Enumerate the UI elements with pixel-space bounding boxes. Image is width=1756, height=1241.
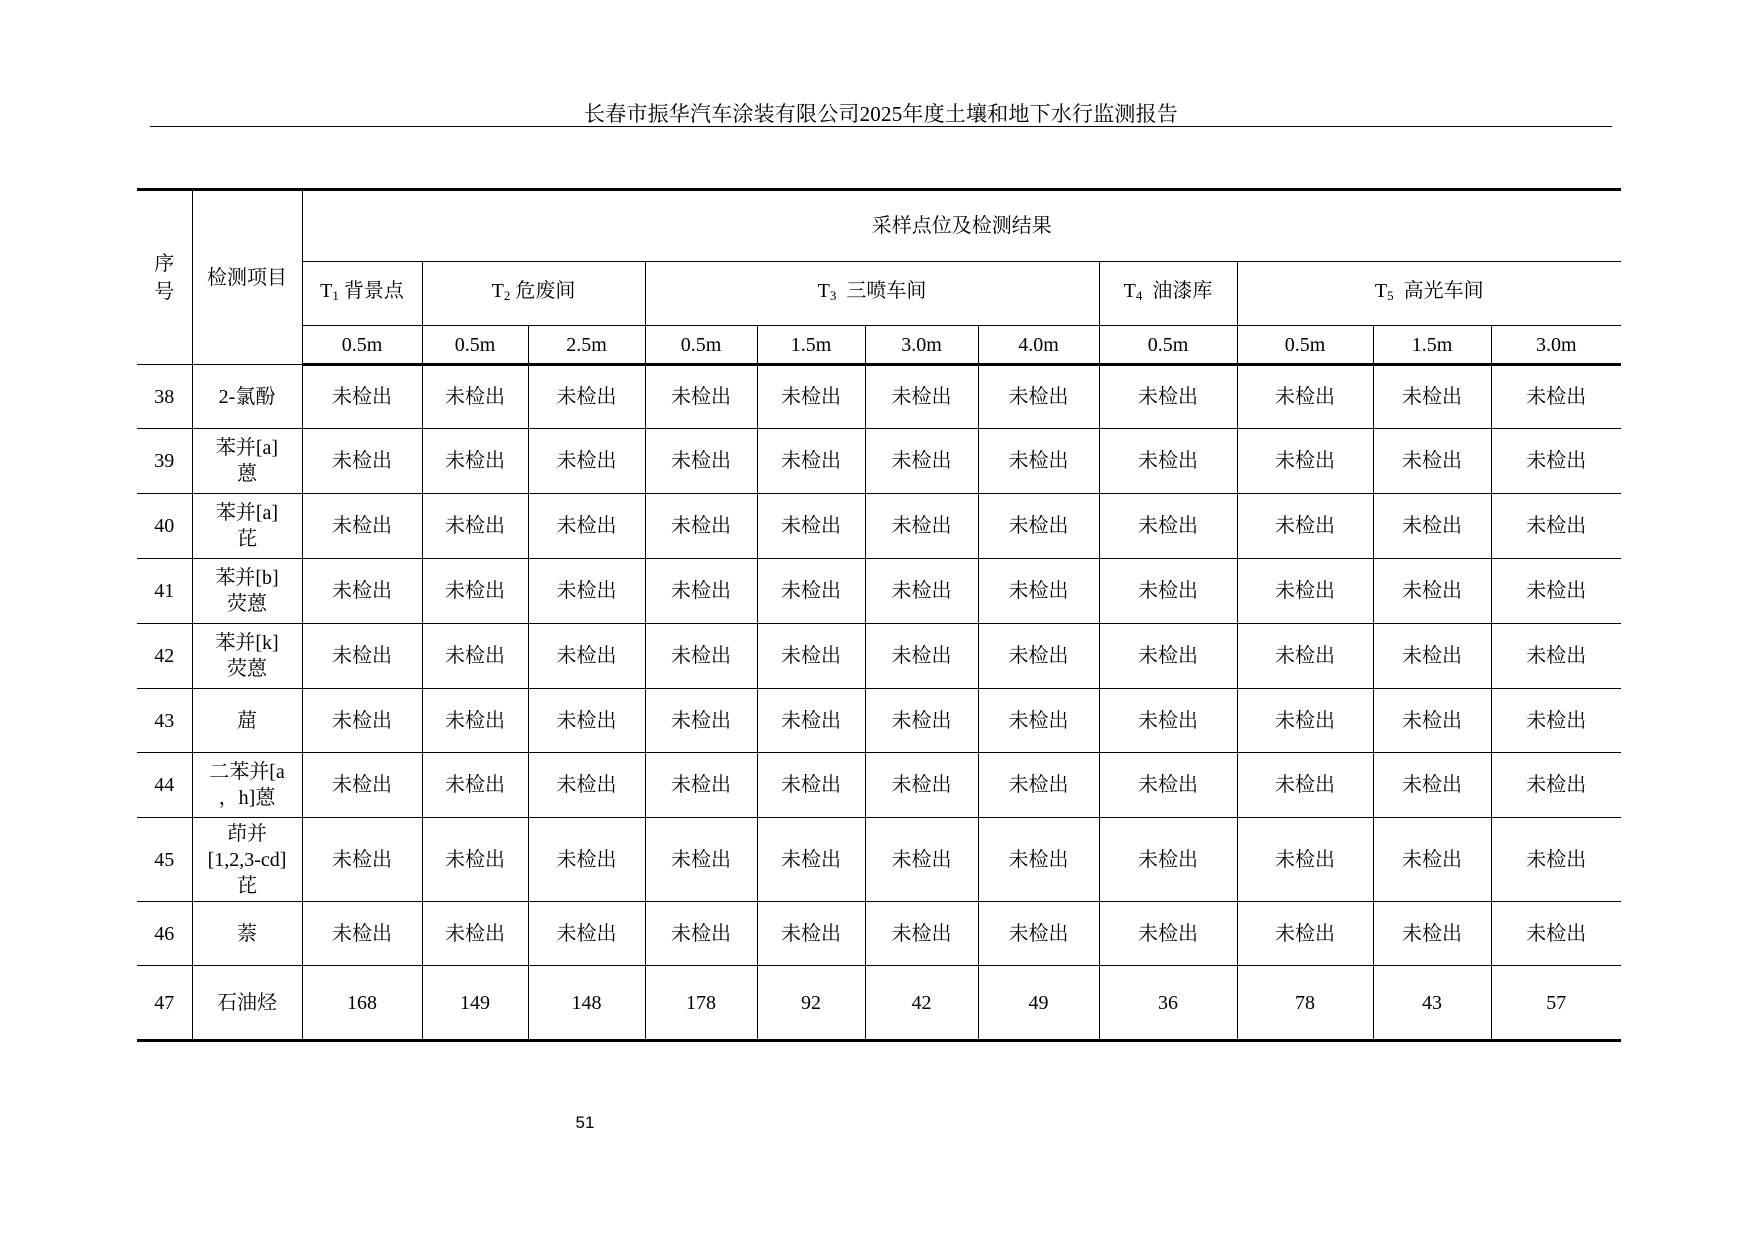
result-cell: 未检出: [978, 753, 1099, 818]
site-header-t4: $T_4$ 油漆库: [1099, 262, 1237, 326]
result-cell: 未检出: [1237, 365, 1373, 429]
result-cell: 未检出: [528, 559, 645, 624]
result-cell: 未检出: [1373, 624, 1491, 689]
result-cell: 未检出: [302, 559, 422, 624]
result-cell: 未检出: [1099, 753, 1237, 818]
result-cell: 未检出: [645, 689, 757, 753]
row-item-line: 苯并[k]: [215, 632, 279, 654]
header-divider: [150, 126, 1612, 127]
result-cell: 未检出: [422, 494, 528, 559]
row-item: [192, 818, 302, 902]
table-row: [137, 429, 1621, 494]
result-cell: 未检出: [528, 365, 645, 429]
seq-header: 序号: [137, 190, 192, 365]
row-item-line: 石油烃: [217, 991, 277, 1014]
result-cell: 未检出: [1237, 753, 1373, 818]
group-header: 采样点位及检测结果: [302, 190, 1621, 262]
result-cell: 未检出: [645, 559, 757, 624]
result-cell: 未检出: [1491, 753, 1621, 818]
item-header: 检测项目: [192, 190, 302, 365]
result-cell: 未检出: [422, 902, 528, 966]
result-cell: 未检出: [1373, 689, 1491, 753]
result-cell: 未检出: [865, 689, 978, 753]
site-header-t2: $T_2$ 危废间: [422, 262, 645, 326]
result-cell: 未检出: [865, 818, 978, 902]
result-cell: 未检出: [528, 902, 645, 966]
row-item-line: 荧蒽: [227, 658, 267, 680]
table-row: [137, 753, 1621, 818]
result-cell: 未检出: [302, 624, 422, 689]
row-item-line: 萘: [237, 922, 257, 945]
depth-header: 0.5m: [1237, 326, 1373, 365]
row-item-line: [1,2,3-cd]: [207, 848, 287, 871]
result-cell: 未检出: [1491, 624, 1621, 689]
result-cell: 未检出: [1491, 365, 1621, 429]
table-row: [137, 494, 1621, 559]
row-item: [192, 689, 302, 753]
result-cell: 未检出: [865, 429, 978, 494]
page-header-title: 长春市振华汽车涂装有限公司2025年度土壤和地下水行监测报告: [584, 102, 1178, 126]
row-seq: 39: [137, 429, 192, 494]
result-cell: 未检出: [865, 624, 978, 689]
depth-header: 3.0m: [1491, 326, 1621, 365]
row-item-line: 苯并[b]: [215, 567, 279, 589]
result-cell: 未检出: [1237, 429, 1373, 494]
table-row: [137, 365, 1621, 429]
result-cell: 未检出: [528, 689, 645, 753]
result-cell: 未检出: [865, 902, 978, 966]
result-cell: 未检出: [302, 494, 422, 559]
result-cell: 未检出: [1099, 559, 1237, 624]
row-seq: 41: [137, 559, 192, 624]
result-cell: 未检出: [1373, 429, 1491, 494]
depth-header: 0.5m: [422, 326, 528, 365]
result-cell: 未检出: [1099, 624, 1237, 689]
result-cell: 未检出: [1373, 753, 1491, 818]
site-header-t5: $T_5$ 高光车间: [1237, 262, 1621, 326]
result-cell: 未检出: [757, 429, 865, 494]
result-cell: 未检出: [1373, 902, 1491, 966]
depth-header: 0.5m: [645, 326, 757, 365]
result-cell: 未检出: [757, 559, 865, 624]
result-cell: 78: [1237, 966, 1373, 1041]
result-cell: 未检出: [978, 624, 1099, 689]
result-cell: 49: [978, 966, 1099, 1041]
row-item: [192, 624, 302, 689]
row-seq: 42: [137, 624, 192, 689]
table-row: [137, 818, 1621, 902]
result-cell: 未检出: [1491, 818, 1621, 902]
result-cell: 未检出: [528, 624, 645, 689]
result-cell: 未检出: [645, 429, 757, 494]
row-item-line: 2-氯酚: [218, 385, 276, 408]
result-cell: 未检出: [757, 689, 865, 753]
result-cell: 未检出: [1373, 818, 1491, 902]
result-cell: 未检出: [865, 365, 978, 429]
row-item-line: 荧蒽: [227, 593, 267, 615]
depth-header: 1.5m: [1373, 326, 1491, 365]
table-row: [137, 559, 1621, 624]
row-item: [192, 494, 302, 559]
row-seq: 38: [137, 365, 192, 429]
result-cell: 未检出: [302, 429, 422, 494]
row-item: [192, 753, 302, 818]
result-cell: 36: [1099, 966, 1237, 1041]
result-cell: 未检出: [865, 753, 978, 818]
result-cell: 未检出: [528, 494, 645, 559]
row-item-line: ，h]蒽: [218, 787, 276, 809]
result-cell: 未检出: [757, 818, 865, 902]
result-cell: 未检出: [528, 753, 645, 818]
result-cell: 149: [422, 966, 528, 1041]
site-header-t1: $T_1$ 背景点: [302, 262, 422, 326]
depth-header: 0.5m: [1099, 326, 1237, 365]
result-cell: 未检出: [1373, 559, 1491, 624]
result-cell: 未检出: [757, 365, 865, 429]
table-row: [137, 689, 1621, 753]
result-cell: 未检出: [757, 624, 865, 689]
result-cell: 未检出: [528, 429, 645, 494]
result-cell: 57: [1491, 966, 1621, 1041]
result-cell: 未检出: [1491, 902, 1621, 966]
page-number: 51: [575, 1113, 595, 1132]
result-cell: 未检出: [422, 624, 528, 689]
result-cell: 43: [1373, 966, 1491, 1041]
result-cell: 未检出: [1373, 365, 1491, 429]
row-seq: 46: [137, 902, 192, 966]
result-cell: 未检出: [645, 818, 757, 902]
row-item-line: 茚并: [227, 822, 267, 845]
result-cell: 未检出: [422, 818, 528, 902]
depth-header: 3.0m: [865, 326, 978, 365]
result-cell: 未检出: [978, 818, 1099, 902]
row-item: [192, 559, 302, 624]
row-item: [192, 429, 302, 494]
result-cell: 未检出: [978, 559, 1099, 624]
result-cell: 未检出: [302, 902, 422, 966]
result-cell: 168: [302, 966, 422, 1041]
result-cell: 未检出: [978, 494, 1099, 559]
row-seq: 44: [137, 753, 192, 818]
result-cell: 未检出: [302, 365, 422, 429]
result-cell: 未检出: [1099, 902, 1237, 966]
depth-header: 0.5m: [302, 326, 422, 365]
row-item-line: 二苯并[a: [209, 761, 285, 783]
result-cell: 未检出: [1491, 494, 1621, 559]
result-cell: 未检出: [978, 689, 1099, 753]
row-item-line: 芘: [237, 528, 257, 550]
result-cell: 148: [528, 966, 645, 1041]
result-cell: 未检出: [422, 429, 528, 494]
row-item: [192, 902, 302, 966]
row-seq: 43: [137, 689, 192, 753]
result-cell: 未检出: [1099, 818, 1237, 902]
row-item-line: 蒽: [237, 463, 257, 485]
result-cell: 未检出: [1099, 494, 1237, 559]
result-cell: 未检出: [302, 753, 422, 818]
result-cell: 未检出: [645, 902, 757, 966]
result-cell: 未检出: [757, 753, 865, 818]
result-cell: 178: [645, 966, 757, 1041]
row-item: [192, 966, 302, 1041]
row-seq: 45: [137, 818, 192, 902]
result-cell: 未检出: [865, 494, 978, 559]
result-cell: 未检出: [422, 365, 528, 429]
result-cell: 未检出: [1491, 689, 1621, 753]
result-cell: 未检出: [645, 624, 757, 689]
table-row: [137, 902, 1621, 966]
result-cell: 未检出: [422, 559, 528, 624]
result-cell: 未检出: [1099, 689, 1237, 753]
result-cell: 未检出: [978, 902, 1099, 966]
result-cell: 未检出: [1373, 494, 1491, 559]
result-cell: 未检出: [757, 494, 865, 559]
result-cell: 未检出: [1237, 689, 1373, 753]
result-cell: 未检出: [1491, 429, 1621, 494]
result-cell: 未检出: [1491, 559, 1621, 624]
result-cell: 未检出: [422, 753, 528, 818]
result-cell: 未检出: [645, 365, 757, 429]
result-cell: 未检出: [978, 429, 1099, 494]
result-cell: 未检出: [302, 689, 422, 753]
result-cell: 未检出: [1099, 365, 1237, 429]
row-seq: 47: [137, 966, 192, 1041]
row-item-line: 苯并[a]: [215, 437, 279, 459]
depth-header: 1.5m: [757, 326, 865, 365]
table-row: [137, 624, 1621, 689]
result-cell: 未检出: [1099, 429, 1237, 494]
monitoring-results-table: [137, 188, 1621, 1042]
result-cell: 92: [757, 966, 865, 1041]
result-cell: 未检出: [757, 902, 865, 966]
result-cell: 未检出: [1237, 559, 1373, 624]
result-cell: 未检出: [422, 689, 528, 753]
row-item-line: 芘: [237, 874, 257, 897]
row-item-line: 䓛: [237, 709, 257, 732]
result-cell: 未检出: [865, 559, 978, 624]
site-header-t3: $T_3$ 三喷车间: [645, 262, 1099, 326]
result-cell: 未检出: [1237, 902, 1373, 966]
table-row: [137, 966, 1621, 1041]
depth-header: 4.0m: [978, 326, 1099, 365]
depth-header: 2.5m: [528, 326, 645, 365]
row-seq: 40: [137, 494, 192, 559]
result-cell: 未检出: [528, 818, 645, 902]
row-item: [192, 365, 302, 429]
row-item-line: 苯并[a]: [215, 502, 279, 524]
result-cell: 未检出: [645, 753, 757, 818]
result-cell: 42: [865, 966, 978, 1041]
result-cell: 未检出: [645, 494, 757, 559]
result-cell: 未检出: [1237, 818, 1373, 902]
result-cell: 未检出: [978, 365, 1099, 429]
result-cell: 未检出: [302, 818, 422, 902]
result-cell: 未检出: [1237, 624, 1373, 689]
result-cell: 未检出: [1237, 494, 1373, 559]
